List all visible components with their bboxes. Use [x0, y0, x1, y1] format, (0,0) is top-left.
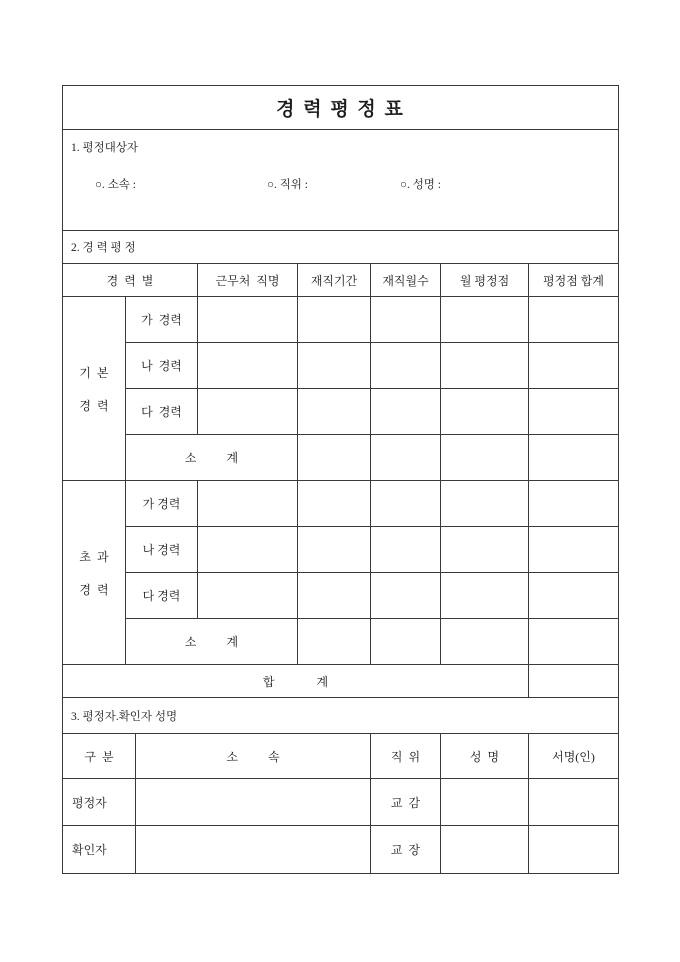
evaluator-table	[63, 734, 618, 873]
row-label-basic-c: 다 경력	[126, 389, 198, 435]
row-label-excess-c: 다 경력	[126, 573, 198, 619]
empty-cell	[198, 481, 298, 527]
empty-cell	[529, 573, 618, 619]
evaluator-position: 교 감	[371, 779, 441, 826]
section1-heading: 1. 평정대상자	[71, 142, 139, 154]
empty-cell	[529, 481, 618, 527]
group-basic-line2: 경 력	[79, 398, 109, 413]
field-position-label: ○. 직위 :	[267, 179, 308, 191]
group-basic-line1: 기 본	[79, 365, 109, 380]
empty-cell	[529, 343, 618, 389]
empty-cell	[441, 826, 529, 873]
row-label-basic-a: 가 경력	[126, 297, 198, 343]
empty-cell	[529, 435, 618, 481]
confirmer-position: 교 장	[371, 826, 441, 873]
empty-cell	[198, 297, 298, 343]
empty-cell	[441, 573, 529, 619]
empty-cell	[298, 435, 371, 481]
empty-cell	[298, 573, 371, 619]
empty-cell	[371, 619, 441, 665]
empty-cell	[441, 435, 529, 481]
empty-cell	[371, 389, 441, 435]
group-excess-line2: 경 력	[79, 582, 109, 597]
empty-cell	[529, 619, 618, 665]
empty-cell	[441, 779, 529, 826]
section3-heading: 3. 평정자.확인자 성명	[63, 698, 618, 734]
empty-cell	[298, 343, 371, 389]
empty-cell	[529, 665, 618, 698]
empty-cell	[371, 527, 441, 573]
empty-cell	[529, 779, 618, 826]
empty-cell	[529, 527, 618, 573]
empty-cell	[441, 389, 529, 435]
empty-cell	[441, 527, 529, 573]
header-period: 재직기간	[298, 264, 371, 297]
subtotal-excess-label: 소 계	[126, 619, 298, 665]
empty-cell	[298, 527, 371, 573]
header-workplace: 근무처 직명	[198, 264, 298, 297]
empty-cell	[298, 481, 371, 527]
empty-cell	[441, 481, 529, 527]
empty-cell	[529, 297, 618, 343]
empty-cell	[198, 343, 298, 389]
row-label-excess-b: 나 경력	[126, 527, 198, 573]
empty-cell	[441, 297, 529, 343]
empty-cell	[441, 343, 529, 389]
empty-cell	[529, 389, 618, 435]
empty-cell	[371, 573, 441, 619]
section1-evaluation-subject	[63, 130, 618, 231]
t3-header-position: 직 위	[371, 734, 441, 779]
career-evaluation-table	[63, 264, 618, 698]
empty-cell	[198, 389, 298, 435]
subtotal-basic-label: 소 계	[126, 435, 298, 481]
empty-cell	[298, 389, 371, 435]
row-evaluator-label: 평정자	[63, 779, 136, 826]
row-label-excess-a: 가 경력	[126, 481, 198, 527]
grand-total-label: 합 계	[63, 665, 529, 698]
empty-cell	[298, 297, 371, 343]
group-excess-career-label	[63, 481, 126, 665]
row-confirmer-label: 확인자	[63, 826, 136, 873]
header-monthly-score: 월 평정점	[441, 264, 529, 297]
empty-cell	[371, 343, 441, 389]
header-career-type: 경 력 별	[63, 264, 198, 297]
empty-cell	[441, 619, 529, 665]
group-excess-line1: 초 과	[79, 549, 109, 564]
empty-cell	[136, 826, 371, 873]
empty-cell	[371, 297, 441, 343]
header-total-score: 평정점 합계	[529, 264, 618, 297]
empty-cell	[198, 573, 298, 619]
field-name-label: ○. 성명 :	[400, 179, 441, 191]
row-label-basic-b: 나 경력	[126, 343, 198, 389]
form-title: 경 력 평 정 표	[276, 99, 405, 120]
header-months: 재직월수	[371, 264, 441, 297]
empty-cell	[298, 619, 371, 665]
career-evaluation-form	[62, 85, 619, 874]
empty-cell	[198, 527, 298, 573]
empty-cell	[371, 435, 441, 481]
group-basic-career-label	[63, 297, 126, 481]
empty-cell	[529, 826, 618, 873]
t3-header-signature: 서명(인)	[529, 734, 618, 779]
t3-header-category: 구 분	[63, 734, 136, 779]
section2-heading: 2. 경 력 평 정	[63, 231, 618, 264]
title-band	[63, 86, 618, 130]
empty-cell	[371, 481, 441, 527]
empty-cell	[136, 779, 371, 826]
section1-fields	[63, 176, 618, 192]
field-affiliation-label: ○. 소속 :	[95, 179, 136, 191]
t3-header-affiliation: 소 속	[136, 734, 371, 779]
t3-header-name: 성 명	[441, 734, 529, 779]
